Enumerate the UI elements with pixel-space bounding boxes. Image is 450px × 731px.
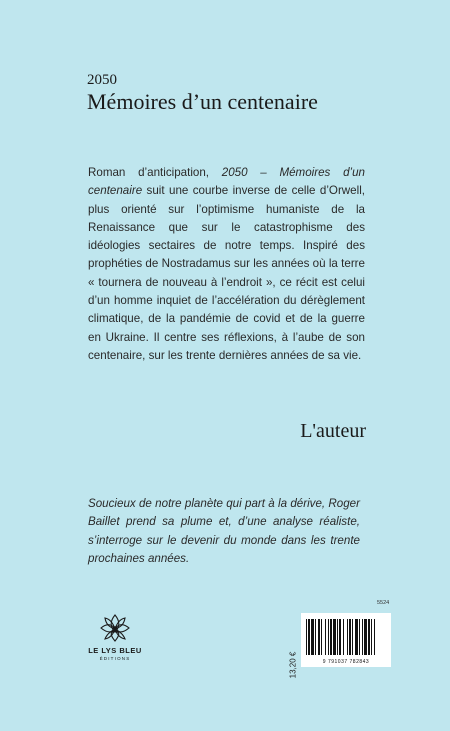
isbn-digits: 9 791037 782843 xyxy=(322,659,370,665)
publisher-logo xyxy=(79,612,151,661)
book-title: Mémoires d’un centenaire xyxy=(87,89,318,114)
price-text: 13,20 € xyxy=(288,651,297,679)
lotus-flower-icon xyxy=(98,612,132,644)
author-bio: Soucieux de notre planète qui part à la dérive, Roger Baillet prend sa plume et, d’une analyse réaliste, s’interroge sur le devenir du monde dans les trente prochaines années. xyxy=(88,497,360,566)
blurb-intro: Roman d’anticipation, xyxy=(88,166,222,179)
blurb-body: suit une courbe inverse de celle d’Orwell, plus orienté sur l’optimisme humaniste de la Renaissance que sur le catastrophisme des idéologies sectaires de notre temps. Inspiré des prophéties de Nostradamus sur les années où la terre « tournera de nouveau à l’endroit », ce récit est celui d’un homme inquiet de l’accélération du dérèglement climatique, de la pandémie de covid et de la guerre en Ukraine. Il centre ses réflexions, à l’aube de son centenaire, sur les trente dernières années de sa vie. xyxy=(88,184,365,362)
publisher-subtitle: ÉDITIONS xyxy=(99,656,131,661)
blurb-title: 2050 – Mémoires d’un centenaire xyxy=(88,166,366,198)
internal-code: 5524 xyxy=(377,600,390,606)
isbn-barcode xyxy=(301,613,391,667)
publisher-name: LE LYS BLEU xyxy=(88,646,142,655)
author-heading: L'auteur xyxy=(300,420,366,442)
book-blurb xyxy=(88,164,365,365)
price-label xyxy=(285,635,300,695)
book-year: 2050 xyxy=(87,72,117,88)
barcode-icon xyxy=(305,619,387,655)
